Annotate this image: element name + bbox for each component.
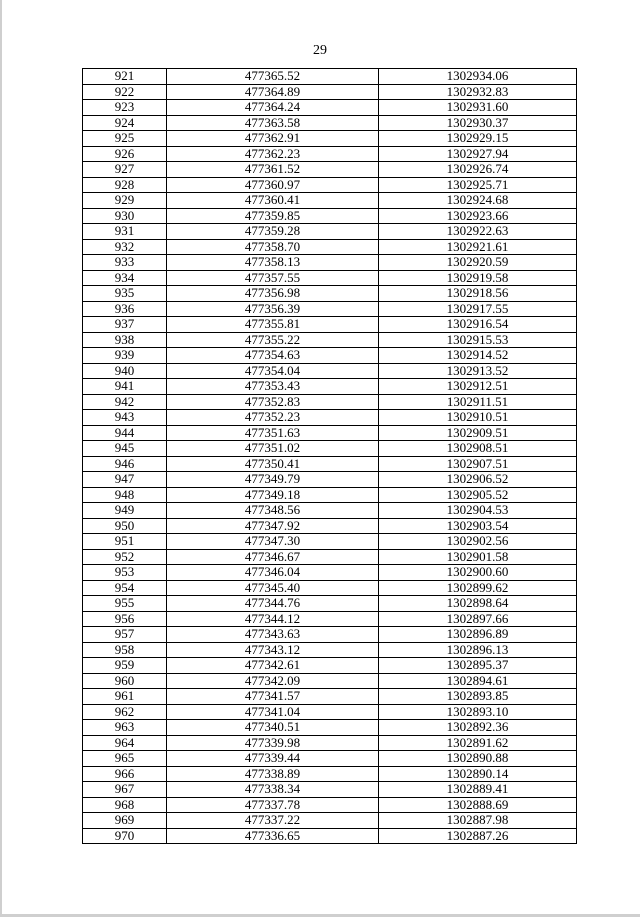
y-coordinate-cell: 1302917.55 (379, 301, 577, 317)
x-coordinate-cell: 477360.41 (167, 193, 379, 209)
point-number-cell: 946 (83, 456, 167, 472)
table-row (83, 270, 577, 286)
y-coordinate-cell: 1302930.37 (379, 115, 577, 131)
x-coordinate-cell: 477336.65 (167, 828, 379, 844)
point-number-cell: 944 (83, 425, 167, 441)
y-coordinate-cell: 1302920.59 (379, 255, 577, 271)
y-coordinate-cell: 1302904.53 (379, 503, 577, 519)
table-row (83, 704, 577, 720)
x-coordinate-cell: 477349.79 (167, 472, 379, 488)
x-coordinate-cell: 477338.34 (167, 782, 379, 798)
x-coordinate-cell: 477361.52 (167, 162, 379, 178)
x-coordinate-cell: 477352.23 (167, 410, 379, 426)
x-coordinate-cell: 477345.40 (167, 580, 379, 596)
point-number-cell: 926 (83, 146, 167, 162)
point-number-cell: 954 (83, 580, 167, 596)
x-coordinate-cell: 477364.24 (167, 100, 379, 116)
x-coordinate-cell: 477339.44 (167, 751, 379, 767)
table-row (83, 456, 577, 472)
point-number-cell: 930 (83, 208, 167, 224)
y-coordinate-cell: 1302903.54 (379, 518, 577, 534)
table-row (83, 658, 577, 674)
table-row (83, 100, 577, 116)
x-coordinate-cell: 477350.41 (167, 456, 379, 472)
y-coordinate-cell: 1302894.61 (379, 673, 577, 689)
point-number-cell: 951 (83, 534, 167, 550)
x-coordinate-cell: 477354.63 (167, 348, 379, 364)
y-coordinate-cell: 1302887.98 (379, 813, 577, 829)
point-number-cell: 949 (83, 503, 167, 519)
x-coordinate-cell: 477364.89 (167, 84, 379, 100)
point-number-cell: 937 (83, 317, 167, 333)
y-coordinate-cell: 1302923.66 (379, 208, 577, 224)
y-coordinate-cell: 1302895.37 (379, 658, 577, 674)
x-coordinate-cell: 477356.39 (167, 301, 379, 317)
y-coordinate-cell: 1302890.88 (379, 751, 577, 767)
table-row (83, 84, 577, 100)
point-number-cell: 966 (83, 766, 167, 782)
y-coordinate-cell: 1302931.60 (379, 100, 577, 116)
y-coordinate-cell: 1302913.52 (379, 363, 577, 379)
x-coordinate-cell: 477365.52 (167, 69, 379, 85)
y-coordinate-cell: 1302890.14 (379, 766, 577, 782)
table-row (83, 518, 577, 534)
table-row (83, 627, 577, 643)
table-row (83, 363, 577, 379)
x-coordinate-cell: 477351.02 (167, 441, 379, 457)
x-coordinate-cell: 477337.78 (167, 797, 379, 813)
table-row (83, 472, 577, 488)
point-number-cell: 933 (83, 255, 167, 271)
point-number-cell: 948 (83, 487, 167, 503)
point-number-cell: 963 (83, 720, 167, 736)
x-coordinate-cell: 477338.89 (167, 766, 379, 782)
table-row (83, 689, 577, 705)
table-row (83, 146, 577, 162)
point-number-cell: 960 (83, 673, 167, 689)
x-coordinate-cell: 477346.67 (167, 549, 379, 565)
table-row (83, 177, 577, 193)
x-coordinate-cell: 477359.28 (167, 224, 379, 240)
y-coordinate-cell: 1302921.61 (379, 239, 577, 255)
y-coordinate-cell: 1302898.64 (379, 596, 577, 612)
table-row (83, 534, 577, 550)
y-coordinate-cell: 1302893.10 (379, 704, 577, 720)
x-coordinate-cell: 477342.61 (167, 658, 379, 674)
y-coordinate-cell: 1302897.66 (379, 611, 577, 627)
x-coordinate-cell: 477343.63 (167, 627, 379, 643)
point-number-cell: 922 (83, 84, 167, 100)
y-coordinate-cell: 1302891.62 (379, 735, 577, 751)
point-number-cell: 934 (83, 270, 167, 286)
table-row (83, 549, 577, 565)
point-number-cell: 924 (83, 115, 167, 131)
coordinates-table-body (83, 69, 577, 844)
point-number-cell: 957 (83, 627, 167, 643)
x-coordinate-cell: 477354.04 (167, 363, 379, 379)
x-coordinate-cell: 477360.97 (167, 177, 379, 193)
y-coordinate-cell: 1302924.68 (379, 193, 577, 209)
point-number-cell: 928 (83, 177, 167, 193)
point-number-cell: 936 (83, 301, 167, 317)
x-coordinate-cell: 477358.13 (167, 255, 379, 271)
y-coordinate-cell: 1302927.94 (379, 146, 577, 162)
table-row (83, 797, 577, 813)
table-row (83, 255, 577, 271)
point-number-cell: 940 (83, 363, 167, 379)
point-number-cell: 925 (83, 131, 167, 147)
y-coordinate-cell: 1302892.36 (379, 720, 577, 736)
x-coordinate-cell: 477344.76 (167, 596, 379, 612)
x-coordinate-cell: 477342.09 (167, 673, 379, 689)
point-number-cell: 968 (83, 797, 167, 813)
x-coordinate-cell: 477359.85 (167, 208, 379, 224)
table-row (83, 813, 577, 829)
table-row (83, 394, 577, 410)
point-number-cell: 927 (83, 162, 167, 178)
y-coordinate-cell: 1302909.51 (379, 425, 577, 441)
table-row (83, 301, 577, 317)
table-row (83, 131, 577, 147)
table-row (83, 208, 577, 224)
point-number-cell: 953 (83, 565, 167, 581)
y-coordinate-cell: 1302929.15 (379, 131, 577, 147)
table-row (83, 239, 577, 255)
table-row (83, 487, 577, 503)
x-coordinate-cell: 477356.98 (167, 286, 379, 302)
y-coordinate-cell: 1302926.74 (379, 162, 577, 178)
y-coordinate-cell: 1302934.06 (379, 69, 577, 85)
table-row (83, 425, 577, 441)
x-coordinate-cell: 477348.56 (167, 503, 379, 519)
point-number-cell: 961 (83, 689, 167, 705)
table-row (83, 596, 577, 612)
y-coordinate-cell: 1302893.85 (379, 689, 577, 705)
point-number-cell: 965 (83, 751, 167, 767)
page-number: 29 (313, 43, 327, 58)
table-row (83, 673, 577, 689)
table-row (83, 410, 577, 426)
y-coordinate-cell: 1302912.51 (379, 379, 577, 395)
y-coordinate-cell: 1302908.51 (379, 441, 577, 457)
table-row (83, 317, 577, 333)
table-row (83, 828, 577, 844)
x-coordinate-cell: 477347.30 (167, 534, 379, 550)
table-row (83, 332, 577, 348)
table-row (83, 565, 577, 581)
x-coordinate-cell: 477347.92 (167, 518, 379, 534)
table-row (83, 224, 577, 240)
y-coordinate-cell: 1302911.51 (379, 394, 577, 410)
y-coordinate-cell: 1302932.83 (379, 84, 577, 100)
x-coordinate-cell: 477355.81 (167, 317, 379, 333)
table-row (83, 751, 577, 767)
x-coordinate-cell: 477343.12 (167, 642, 379, 658)
point-number-cell: 950 (83, 518, 167, 534)
point-number-cell: 943 (83, 410, 167, 426)
y-coordinate-cell: 1302907.51 (379, 456, 577, 472)
table-row (83, 720, 577, 736)
y-coordinate-cell: 1302896.13 (379, 642, 577, 658)
point-number-cell: 947 (83, 472, 167, 488)
point-number-cell: 969 (83, 813, 167, 829)
y-coordinate-cell: 1302896.89 (379, 627, 577, 643)
x-coordinate-cell: 477344.12 (167, 611, 379, 627)
point-number-cell: 955 (83, 596, 167, 612)
y-coordinate-cell: 1302910.51 (379, 410, 577, 426)
coordinates-table (82, 68, 577, 844)
y-coordinate-cell: 1302901.58 (379, 549, 577, 565)
y-coordinate-cell: 1302925.71 (379, 177, 577, 193)
point-number-cell: 952 (83, 549, 167, 565)
x-coordinate-cell: 477339.98 (167, 735, 379, 751)
table-row (83, 503, 577, 519)
y-coordinate-cell: 1302888.69 (379, 797, 577, 813)
point-number-cell: 962 (83, 704, 167, 720)
y-coordinate-cell: 1302902.56 (379, 534, 577, 550)
table-row (83, 162, 577, 178)
point-number-cell: 938 (83, 332, 167, 348)
y-coordinate-cell: 1302915.53 (379, 332, 577, 348)
x-coordinate-cell: 477362.23 (167, 146, 379, 162)
point-number-cell: 958 (83, 642, 167, 658)
point-number-cell: 931 (83, 224, 167, 240)
x-coordinate-cell: 477351.63 (167, 425, 379, 441)
x-coordinate-cell: 477341.57 (167, 689, 379, 705)
table-row (83, 441, 577, 457)
point-number-cell: 941 (83, 379, 167, 395)
y-coordinate-cell: 1302918.56 (379, 286, 577, 302)
table-row (83, 642, 577, 658)
x-coordinate-cell: 477341.04 (167, 704, 379, 720)
table-row (83, 193, 577, 209)
table-row (83, 611, 577, 627)
y-coordinate-cell: 1302905.52 (379, 487, 577, 503)
point-number-cell: 939 (83, 348, 167, 364)
x-coordinate-cell: 477357.55 (167, 270, 379, 286)
table-row (83, 580, 577, 596)
y-coordinate-cell: 1302887.26 (379, 828, 577, 844)
table-row (83, 69, 577, 85)
y-coordinate-cell: 1302900.60 (379, 565, 577, 581)
point-number-cell: 932 (83, 239, 167, 255)
table-row (83, 379, 577, 395)
x-coordinate-cell: 477349.18 (167, 487, 379, 503)
x-coordinate-cell: 477363.58 (167, 115, 379, 131)
x-coordinate-cell: 477362.91 (167, 131, 379, 147)
y-coordinate-cell: 1302914.52 (379, 348, 577, 364)
point-number-cell: 967 (83, 782, 167, 798)
scan-edge-left (0, 0, 2, 917)
point-number-cell: 935 (83, 286, 167, 302)
y-coordinate-cell: 1302916.54 (379, 317, 577, 333)
y-coordinate-cell: 1302906.52 (379, 472, 577, 488)
y-coordinate-cell: 1302919.58 (379, 270, 577, 286)
point-number-cell: 921 (83, 69, 167, 85)
x-coordinate-cell: 477358.70 (167, 239, 379, 255)
point-number-cell: 964 (83, 735, 167, 751)
table-row (83, 766, 577, 782)
point-number-cell: 956 (83, 611, 167, 627)
point-number-cell: 959 (83, 658, 167, 674)
point-number-cell: 942 (83, 394, 167, 410)
x-coordinate-cell: 477346.04 (167, 565, 379, 581)
point-number-cell: 970 (83, 828, 167, 844)
point-number-cell: 923 (83, 100, 167, 116)
table-row (83, 348, 577, 364)
point-number-cell: 945 (83, 441, 167, 457)
y-coordinate-cell: 1302889.41 (379, 782, 577, 798)
x-coordinate-cell: 477340.51 (167, 720, 379, 736)
point-number-cell: 929 (83, 193, 167, 209)
y-coordinate-cell: 1302922.63 (379, 224, 577, 240)
x-coordinate-cell: 477353.43 (167, 379, 379, 395)
x-coordinate-cell: 477352.83 (167, 394, 379, 410)
table-row (83, 286, 577, 302)
table-row (83, 115, 577, 131)
table-row (83, 782, 577, 798)
table-row (83, 735, 577, 751)
x-coordinate-cell: 477355.22 (167, 332, 379, 348)
y-coordinate-cell: 1302899.62 (379, 580, 577, 596)
x-coordinate-cell: 477337.22 (167, 813, 379, 829)
